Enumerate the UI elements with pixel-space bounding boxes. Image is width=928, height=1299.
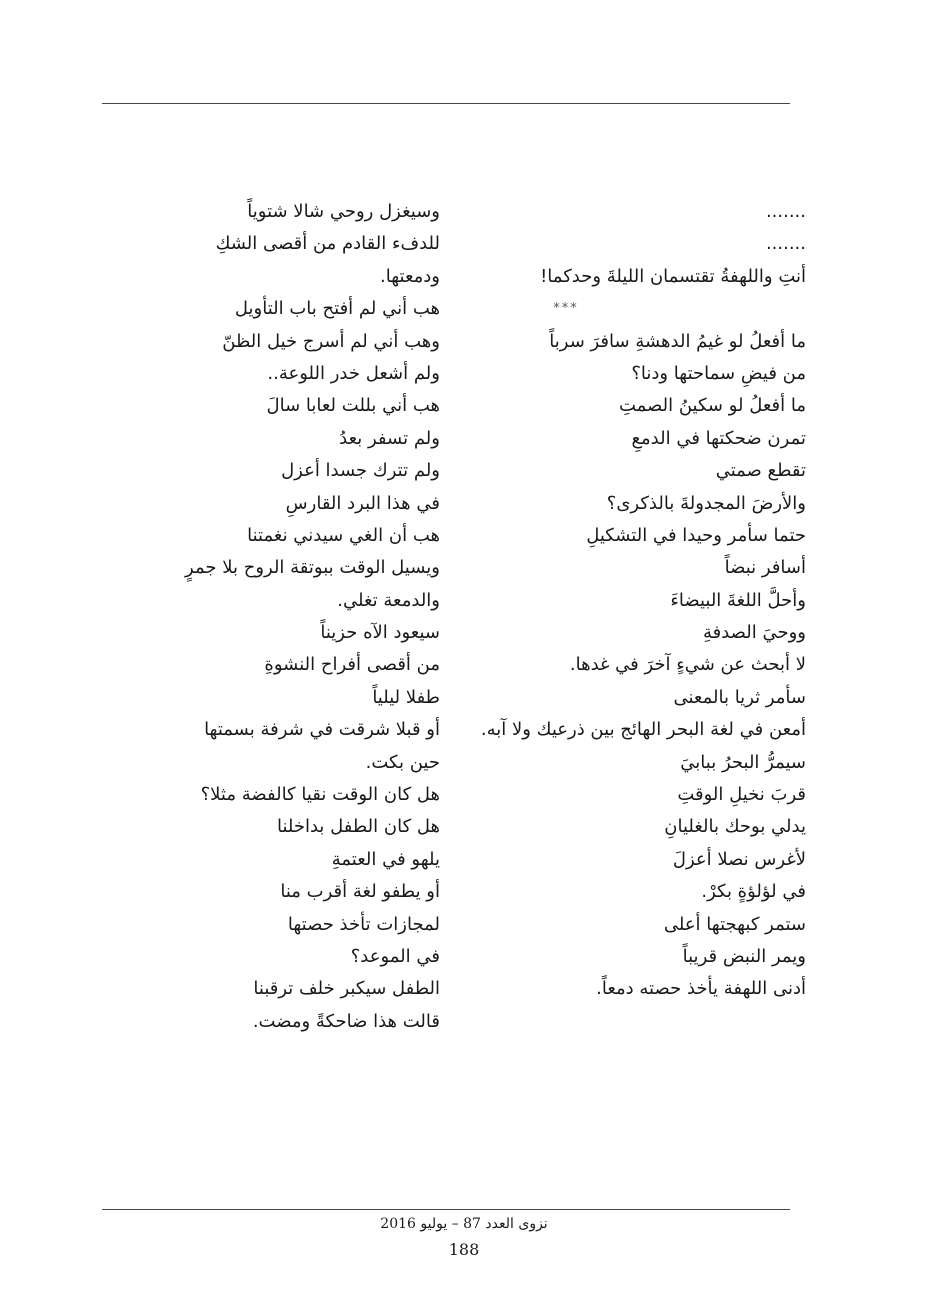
poem-line: أدنى اللهفة يأخذ حصته دمعاً. [596,978,806,1000]
poem-line: ووحيَ الصدفةِ [702,622,806,644]
poem-line: ودمعتها. [380,265,440,287]
section-separator: *** [553,301,579,317]
poem-line: وهب أني لم أسرج خيل الظنّ [222,330,440,352]
poem-line: سأمر ثريا بالمعنى [673,686,806,708]
poem-line: حتما سأمر وحيدا في التشكيلِ [586,524,806,546]
poem-line: أنتِ واللهفةُ تقتسمان الليلةَ وحدكما! [540,265,806,287]
poem-right-column [446,196,806,1006]
poem-line: أو قبلا شرقت في شرفة بسمتها [204,719,440,741]
poem-line: في لؤلؤةٍ بكرْ. [701,881,806,903]
poem-line: يلهو في العتمةِ [331,848,440,870]
poem-line: هل كان الوقت نقيا كالفضة مثلا؟ [200,784,440,806]
poem-line: ولم أشعل خدر اللوعة.. [267,362,440,384]
poem-line: أسافر نبضاً [724,557,806,579]
poem-line: من أقصى أفراح النشوةِ [264,654,440,676]
poem-line: قالت هذا ضاحكةً ومضت. [252,1010,440,1032]
poem-line: والأرضَ المجدولةَ بالذكرى؟ [606,492,806,514]
poem-line: أمعن في لغة البحر الهائج بين ذرعيك ولا آبه. [480,719,806,741]
poem-line: هب أني لم أفتح باب التأويل [234,298,440,320]
poem-line: يدلي بوحك بالغليانِ [664,816,806,838]
poem-line: سيعود الآه حزيناً [320,622,440,644]
poem-line: ويسيل الوقت ببوتقة الروح بلا جمرٍ [185,557,440,579]
poem-line: الطفل سيكبر خلف ترقبنا [253,978,440,1000]
poem-line: وأحلَّ اللغةَ البيضاءَ [670,589,806,611]
poem-line: تمرن ضحكتها في الدمعِ [631,427,806,449]
poem-line: للدفء القادم من أقصى الشكِ [215,233,440,255]
poem-line: هب أني بللت لعابا سالَ [266,395,440,417]
poem-line: والدمعة تغلي. [337,589,440,611]
poem-line: ويمر النبض قريباً [682,946,806,967]
top-rule [102,103,790,104]
poem-line: قربَ نخيلِ الوقتِ [677,784,806,806]
poem-line: ....... [765,201,806,222]
poem-line: سيمرُّ البحرُ ببابيَ [680,751,806,773]
poem-left-column [100,196,440,1038]
poem-line: ....... [765,233,806,255]
poem-line: من فيضِ سماحتها ودنا؟ [631,362,806,384]
poem-line: وسيغزل روحي شالا شتوياً [247,201,440,222]
poem-line: ولم تترك جسدا أعزل [281,460,440,482]
poem-line: هل كان الطفل بداخلنا [276,816,440,838]
poem-line: ولم تسفر بعدُ [339,427,440,449]
poem-line: طفلا ليلياً [372,686,440,708]
poem-line: لا أبحث عن شيءٍ آخرَ في غدها. [569,654,806,676]
poem-line: ما أفعلُ لو غيمُ الدهشةِ سافرَ سرباً [549,330,806,352]
footer-issue-info: نزوى العدد 87 – يوليو 2016 [380,1216,548,1232]
poem-line: لأغرس نصلا أعزلَ [672,848,806,870]
bottom-rule [102,1209,790,1210]
poem-line: ما أفعلُ لو سكينُ الصمتِ [618,395,806,417]
poem-line: هب أن الغي سيدني نغمتنا [247,524,440,546]
poem-line: ستمر كبهجتها أعلى [663,913,806,935]
poem-line: أو يطفو لغة أقرب منا [280,881,440,903]
poem-line: تقطع صمتي [715,460,806,482]
poem-line: في هذا البرد القارسِ [285,492,440,514]
poem-line: لمجازات تأخذ حصتها [287,913,440,935]
poem-line: في الموعد؟ [350,945,440,967]
poem-line: حين بكت. [365,751,440,773]
page-number: 188 [448,1240,480,1259]
